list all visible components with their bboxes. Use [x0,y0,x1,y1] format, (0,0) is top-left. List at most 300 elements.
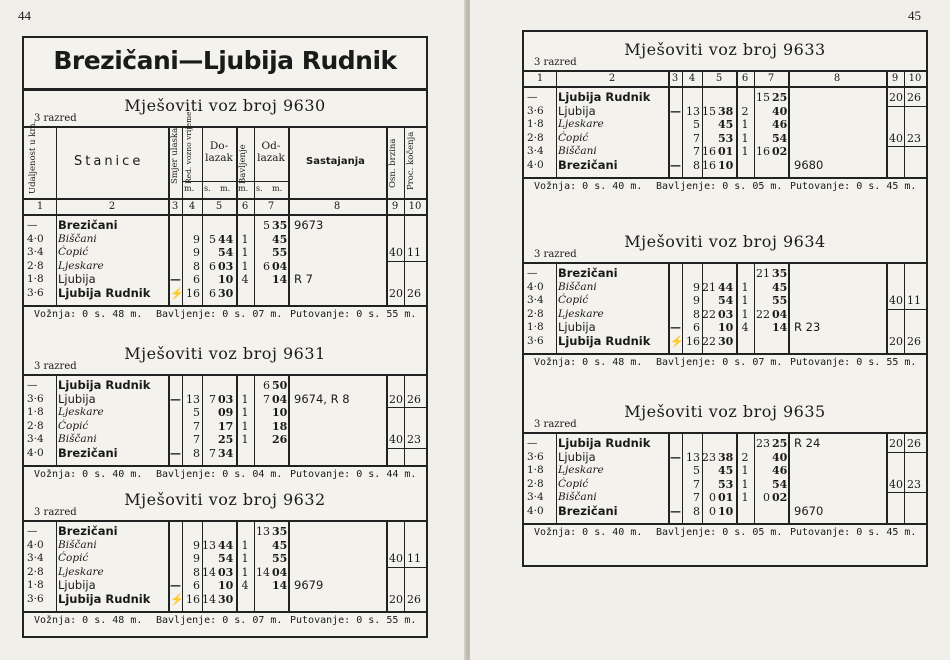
table-row [524,321,926,335]
table-row [524,464,926,478]
class-label: 3 razred [534,57,577,68]
header-stations: Stanice [74,154,144,169]
timetable-body [524,434,926,523]
distance-km: 3·4 [527,145,544,157]
running-time: 7 [193,433,200,446]
arrival-minute: 38 [718,104,734,118]
departure-minute: 45 [272,232,288,246]
station-name: Biščani [58,232,97,245]
departure-minute: 14 [272,273,288,286]
dwell-time: 1 [741,280,749,294]
braking-percent: 26 [907,334,921,348]
page-number-left: 44 [18,8,31,23]
running-time: 9 [193,232,200,246]
arrival-hour: 23 [702,450,716,464]
meeting-trains: R 23 [794,320,821,334]
arrival-minute: 45 [718,464,734,477]
arrival-minute: 10 [718,158,734,172]
column-number-rule [288,200,290,214]
distance-km: 3·4 [527,294,544,306]
arrival-hour: 7 [209,446,216,460]
dwell-time: 1 [741,491,749,504]
arrival-hour: 22 [702,307,716,321]
distance-km: 1·8 [27,406,44,418]
departure-minute: 35 [272,525,288,538]
arrival-minute: 10 [218,273,234,286]
departure-minute: 50 [272,379,288,392]
column-number-rule [202,200,203,214]
train-section [24,92,426,320]
train-summary [24,465,426,483]
departure-minute: 18 [272,419,288,433]
train-summary [24,305,426,323]
departure-minute: 35 [772,267,788,280]
table-row [524,478,926,492]
table-row [524,91,926,105]
base-speed: 20 [889,437,903,450]
dwell-total: Bavljenje: 0 s. 05 m. [656,527,783,538]
station-name: Brezičani [558,157,618,172]
station-name: Ljubija [558,103,596,118]
dwell-time: 4 [741,321,749,334]
dwell-time: 1 [241,433,249,446]
departure-minute: 45 [272,538,288,552]
running-time: 8 [693,158,700,172]
departure-minute: 25 [772,437,788,450]
distance-km: 2·8 [27,419,44,432]
arrival-minute: 45 [718,118,734,131]
arrival-minute: 30 [718,334,734,348]
station-name: Ljubija Rudnik [58,285,151,300]
station-name: Ljubija [58,272,96,286]
arrival-hour: 22 [702,334,716,348]
braking-percent: 23 [407,433,421,446]
station-name: Ljeskare [58,406,104,418]
station-name: Biščani [58,538,97,551]
distance-km: 3·6 [27,392,44,405]
base-speed: 40 [889,131,903,145]
column-numbers [524,72,926,88]
base-speed: 40 [389,246,403,259]
column-number: 10 [908,73,922,84]
column-number: 1 [536,73,544,84]
timetable-body [524,88,926,177]
distance-km: 3·4 [527,491,544,503]
column-number-rule [404,200,405,214]
class-label: 3 razred [34,361,77,372]
class-label: 3 razred [34,507,77,518]
station-name: Ljeskare [58,259,104,272]
running-time: 8 [693,307,700,321]
station-name: Ćopić [58,246,89,258]
route-title: Brezičani—Ljubija Rudnik [53,46,397,75]
train-header [24,92,426,128]
departure-minute: 26 [272,433,288,446]
station-name: Ćopić [58,419,89,432]
departure-hour: 14 [256,565,270,579]
braking-percent: 26 [407,286,421,300]
train-summary [24,611,426,629]
train-title: Mješoviti voz broj 9632 [124,490,326,509]
dwell-time: 2 [741,450,749,464]
arrival-minute: 03 [718,307,734,321]
meeting-trains: 9679 [294,578,324,592]
station-name: Ćopić [558,294,589,306]
dwell-total: Bavljenje: 0 s. 04 m. [156,469,283,480]
header-column-rule [56,128,57,198]
header-arrival: Do-lazak [205,140,233,164]
distance-km: 1·8 [527,464,544,476]
running-time: 8 [193,259,200,273]
arrival-hour: 16 [702,158,716,172]
header-column-rule [288,128,290,198]
departure-hour: 22 [756,307,770,321]
column-number: 8 [833,73,841,84]
column-number-rule [754,72,755,86]
arrival-minute: 30 [218,592,234,606]
column-number: 6 [241,201,249,212]
station-name: Brezičani [58,218,118,232]
distance-km: 1·8 [527,118,544,130]
departure-minute: 46 [772,464,788,477]
column-number: 3 [171,201,179,212]
dwell-time: 1 [241,259,249,273]
base-speed: 20 [889,91,903,104]
station-name: Ljeskare [58,565,104,578]
running-time: 7 [193,419,200,433]
running-time: 7 [693,145,700,158]
station-name: Ljeskare [558,464,604,476]
dwell-time: 1 [741,118,749,131]
entry-direction-mark: ⚡ [170,592,184,606]
arrival-minute: 01 [718,491,734,504]
departure-minute: 10 [272,406,288,419]
arrival-hour: 15 [702,104,716,118]
arrival-hour: 0 [709,504,716,518]
entry-direction-mark: ⚡ [170,286,184,300]
arrival-minute: 01 [718,145,734,158]
distance-km: 3·6 [27,592,44,605]
header-column-rule [182,128,183,198]
timetable-frame-left [22,36,428,638]
table-row [24,287,426,301]
braking-percent: 26 [407,392,421,406]
departure-minute: 04 [272,259,288,273]
running-time: 8 [193,565,200,579]
running-time: 6 [693,321,700,334]
braking-percent: 26 [907,437,921,450]
distance-km: — [527,91,538,103]
arrival-minute: 10 [218,579,234,592]
arrival-minute: 03 [218,392,234,406]
departure-minute: 14 [772,321,788,334]
arrival-hour: 21 [702,280,716,294]
distance-km: — [27,219,38,231]
running-time: 9 [193,552,200,565]
column-number-rule [254,200,255,214]
station-name: Ljubija Rudnik [558,90,651,104]
departure-minute: 04 [272,392,288,406]
train-section [524,36,926,192]
table-row [24,552,426,566]
header-unit: s. [256,184,263,193]
station-name: Ljubija Rudnik [558,333,651,348]
left-page [0,0,466,660]
dwell-time: 1 [241,565,249,579]
entry-direction-mark: — [670,158,681,172]
dwell-time: 1 [741,145,749,158]
running-time: 16 [186,592,200,606]
arrival-minute: 03 [218,565,234,579]
entry-direction-mark: — [670,450,681,464]
dwell-time: 1 [741,294,749,307]
table-row [24,273,426,287]
table-row [524,437,926,451]
arrival-minute: 53 [718,131,734,145]
arrival-minute: 54 [718,294,734,307]
running-time: 13 [186,392,200,406]
table-row [524,335,926,349]
running-total: Vožnja: 0 s. 48 m. [34,309,143,320]
distance-km: 2·8 [527,477,544,490]
distance-km: 1·8 [27,273,44,285]
header-unit: m. [272,184,283,193]
entry-direction-mark: — [170,579,181,592]
running-time: 5 [693,118,700,131]
base-speed: 40 [389,552,403,565]
column-number: 2 [608,73,616,84]
arrival-minute: 38 [718,450,734,464]
distance-km: 3·4 [27,433,44,445]
timetable-body [24,216,426,305]
timetable-body [524,264,926,353]
distance-km: 4·0 [527,280,544,293]
dwell-total: Bavljenje: 0 s. 07 m. [156,309,283,320]
table-row [524,451,926,465]
station-name: Ćopić [558,131,589,144]
column-number-rule [556,72,557,86]
braking-percent: 11 [407,552,421,565]
running-time: 6 [193,273,200,286]
station-name: Ljubija [558,320,596,334]
train-header [524,36,926,72]
departure-minute: 46 [772,118,788,131]
class-label: 3 razred [534,249,577,260]
arrival-hour: 6 [209,259,216,273]
station-name: Ljubija Rudnik [58,591,151,606]
station-name: Ljubija [558,449,596,464]
running-time: 5 [693,464,700,477]
dwell-time: 2 [741,104,749,118]
entry-direction-mark: — [170,273,181,286]
meeting-trains: R 24 [794,436,821,450]
meeting-trains: 9674, R 8 [294,391,350,406]
speed-box-rule [886,452,926,453]
train-header [524,398,926,434]
train-title: Mješoviti voz broj 9630 [124,96,326,115]
table-row [524,491,926,505]
train-title: Mješoviti voz broj 9633 [624,40,826,59]
departure-hour: 23 [756,437,770,450]
table-row [524,159,926,173]
train-summary [524,523,926,541]
dwell-time: 1 [241,538,249,552]
column-number: 1 [36,201,44,212]
departure-hour: 0 [763,491,770,504]
speed-box-rule [386,567,426,568]
timetable-body [24,376,426,465]
base-speed: 40 [889,477,903,491]
departure-hour: 5 [263,219,270,232]
column-number: 10 [408,201,422,212]
entry-direction-mark: — [170,392,181,406]
arrival-minute: 34 [218,446,234,460]
base-speed: 20 [389,286,403,300]
departure-hour: 6 [263,379,270,392]
distance-km: 2·8 [527,131,544,144]
table-row [524,505,926,519]
train-header [24,486,426,522]
distance-km: — [527,267,538,279]
header-unit: m. [220,184,231,193]
table-row [24,219,426,233]
arrival-hour: 14 [202,592,216,606]
departure-minute: 35 [272,219,288,232]
header-unit: m. [184,184,195,193]
arrival-minute: 17 [218,419,234,433]
dwell-total: Bavljenje: 0 s. 07 m. [656,357,783,368]
table-row [24,447,426,461]
table-row [24,525,426,539]
base-speed: 40 [889,294,903,307]
column-number: 9 [391,201,399,212]
arrival-minute: 10 [718,321,734,334]
column-number-rule [904,72,905,86]
column-number: 5 [715,73,723,84]
speed-box-rule [386,407,426,408]
base-speed: 40 [389,433,403,446]
table-row [24,566,426,580]
distance-km: 4·0 [527,504,544,517]
arrival-minute: 30 [218,286,234,300]
braking-percent: 23 [907,477,921,491]
dwell-time: 1 [741,307,749,321]
arrival-hour: 7 [209,392,216,406]
dwell-time: 4 [241,273,249,286]
running-time: 16 [186,286,200,300]
train-header [24,340,426,376]
table-row [24,433,426,447]
dwell-total: Bavljenje: 0 s. 05 m. [656,181,783,192]
arrival-hour: 16 [702,145,716,158]
departure-minute: 02 [772,491,788,504]
journey-total: Putovanje: 0 s. 55 m. [290,309,417,320]
table-row [524,118,926,132]
departure-minute: 55 [272,552,288,565]
train-section [524,398,926,538]
header-departure: Od-lazak [257,140,285,164]
departure-minute: 25 [772,91,788,104]
running-time: 7 [693,131,700,145]
timetable-frame-right [522,30,928,567]
dwell-time: 1 [241,419,249,433]
departure-hour: 15 [756,91,770,104]
departure-hour: 21 [756,267,770,280]
station-name: Brezičani [558,266,618,280]
table-row [24,246,426,260]
distance-km: 4·0 [527,158,544,171]
distance-km: 4·0 [27,446,44,459]
departure-minute: 45 [772,280,788,294]
title-rule [24,88,426,91]
table-row [524,267,926,281]
departure-minute: 04 [772,307,788,321]
running-time: 9 [693,294,700,307]
header-column-rule [404,128,405,198]
header-column-rule [202,128,203,198]
distance-km: 2·8 [27,259,44,272]
column-number: 2 [108,201,116,212]
departure-hour: 6 [263,259,270,273]
class-label: 3 razred [534,419,577,430]
dwell-time: 1 [741,477,749,491]
departure-hour: 7 [263,392,270,406]
departure-minute: 54 [772,131,788,145]
table-row [24,406,426,420]
dwell-time: 1 [741,131,749,145]
running-total: Vožnja: 0 s. 40 m. [534,527,643,538]
column-numbers [24,200,426,216]
departure-minute: 54 [772,477,788,491]
station-name: Brezičani [58,445,118,460]
column-number: 6 [741,73,749,84]
column-number: 4 [688,73,696,84]
table-row [24,420,426,434]
table-row [524,294,926,308]
column-number: 3 [671,73,679,84]
distance-km: — [27,525,38,537]
station-name: Biščani [558,491,597,503]
table-row [24,593,426,607]
speed-box-rule [886,309,926,310]
departure-hour: 13 [256,525,270,538]
distance-km: 1·8 [527,321,544,333]
speed-box-rule [886,106,926,107]
journey-total: Putovanje: 0 s. 45 m. [790,527,917,538]
dwell-time: 1 [241,232,249,246]
braking-percent: 23 [907,131,921,145]
column-number-rule [702,72,703,86]
running-time: 7 [693,477,700,491]
base-speed: 20 [389,592,403,606]
speed-box-rule [386,448,426,449]
class-label: 3 razred [34,113,77,124]
running-total: Vožnja: 0 s. 40 m. [534,181,643,192]
arrival-hour: 6 [209,286,216,300]
train-section [24,486,426,626]
arrival-minute: 53 [718,477,734,491]
train-summary [524,353,926,371]
station-name: Biščani [558,280,597,293]
journey-total: Putovanje: 0 s. 45 m. [790,181,917,192]
departure-minute: 40 [772,450,788,464]
train-section [524,228,926,368]
running-time: 8 [193,446,200,460]
header-unit: m. [238,184,249,193]
page-number-right: 45 [908,8,921,23]
journey-total: Putovanje: 0 s. 55 m. [290,615,417,626]
distance-km: 4·0 [27,538,44,551]
